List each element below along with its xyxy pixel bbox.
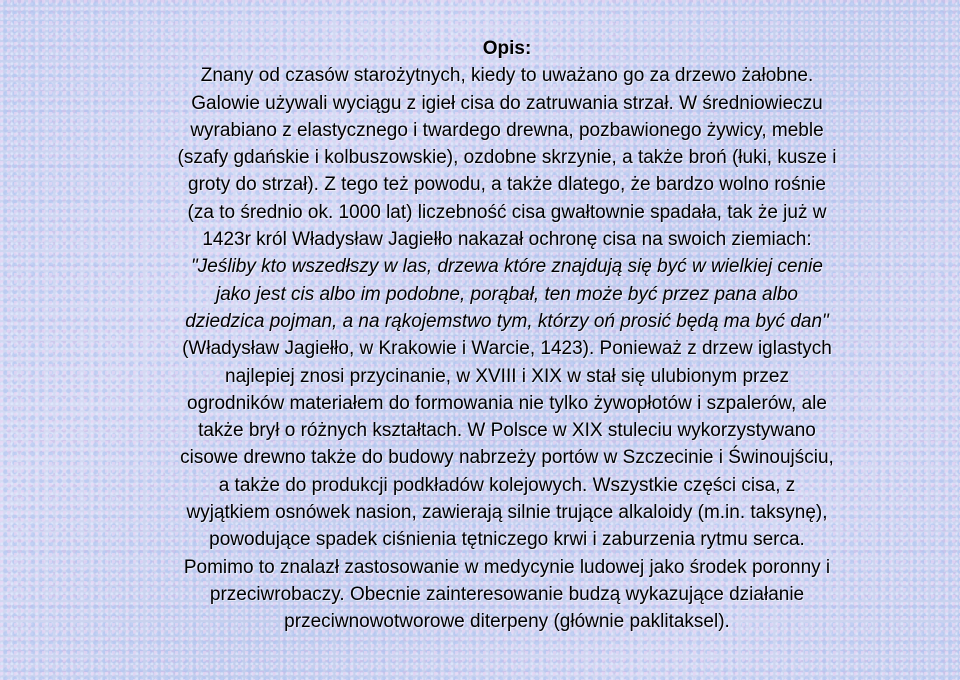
- text-line: Pomimo to znalazł zastosowanie w medycynie ludowej jako środek poronny i: [183, 556, 831, 578]
- text-line: (za to średnio ok. 1000 lat) liczebność cisa gwałtownie spadała, tak że już w: [187, 201, 827, 223]
- text-line: 1423r król Władysław Jagiełło nakazał ochronę cisa na swoich ziemiach:: [202, 229, 812, 251]
- text-line: cisowe drewno także do budowy nabrzeży portów w Szczecinie i Świnoujściu,: [180, 447, 834, 469]
- text-line: powodujące spadek ciśnienia tętniczego krwi i zaburzenia rytmu serca.: [209, 529, 805, 551]
- text-line: wyrabiano z elastycznego i twardego drewna, pozbawionego żywicy, meble: [190, 119, 824, 141]
- text-line: Znany od czasów starożytnych, kiedy to uważano go za drzewo żałobne.: [200, 65, 814, 87]
- text-line: (Władysław Jagiełło, w Krakowie i Warcie, 1423). Ponieważ z drzew iglastych: [182, 338, 832, 360]
- text-line: przeciwnowotworowe diterpeny (głównie paklitaksel).: [284, 611, 730, 633]
- quote-line: dziedzica pojman, a na rąkojemstwo tym, którzy oń prosić będą ma być dan": [185, 310, 829, 332]
- text-line: a także do produkcji podkładów kolejowych. Wszystkie części cisa, z: [218, 474, 796, 496]
- text-line: najlepiej znosi przycinanie, w XVIII i XIX w stał się ulubionym przez: [225, 365, 789, 387]
- text-line: groty do strzał). Z tego też powodu, a także dlatego, że bardzo wolno rośnie: [188, 174, 826, 196]
- text-line: (szafy gdańskie i kolbuszowskie), ozdobne skrzynie, a także broń (łuki, kusze i: [177, 147, 837, 169]
- text-line: wyjątkiem osnówek nasion, zawierają silnie trujące alkaloidy (m.in. taksynę),: [186, 502, 828, 524]
- quote-line: "Jeśliby kto wszedłszy w las, drzewa które znajdują się być w wielkiej cenie: [191, 256, 823, 278]
- quote-line: jako jest cis albo im podobne, porąbał, ten może być przez pana albo: [216, 283, 798, 305]
- description-heading: Opis:: [482, 38, 532, 59]
- text-line: także brył o różnych kształtach. W Polsce w XIX stuleciu wykorzystywano: [198, 420, 816, 442]
- text-line: Galowie używali wyciągu z igieł cisa do zatruwania strzał. W średniowieczu: [191, 92, 823, 114]
- text-line: ogrodników materiałem do formowania nie tylko żywopłotów i szpalerów, ale: [187, 392, 827, 414]
- description-text: [88, 35, 926, 636]
- text-line: przeciwrobaczy. Obecnie zainteresowanie budzą wykazujące działanie: [209, 583, 805, 605]
